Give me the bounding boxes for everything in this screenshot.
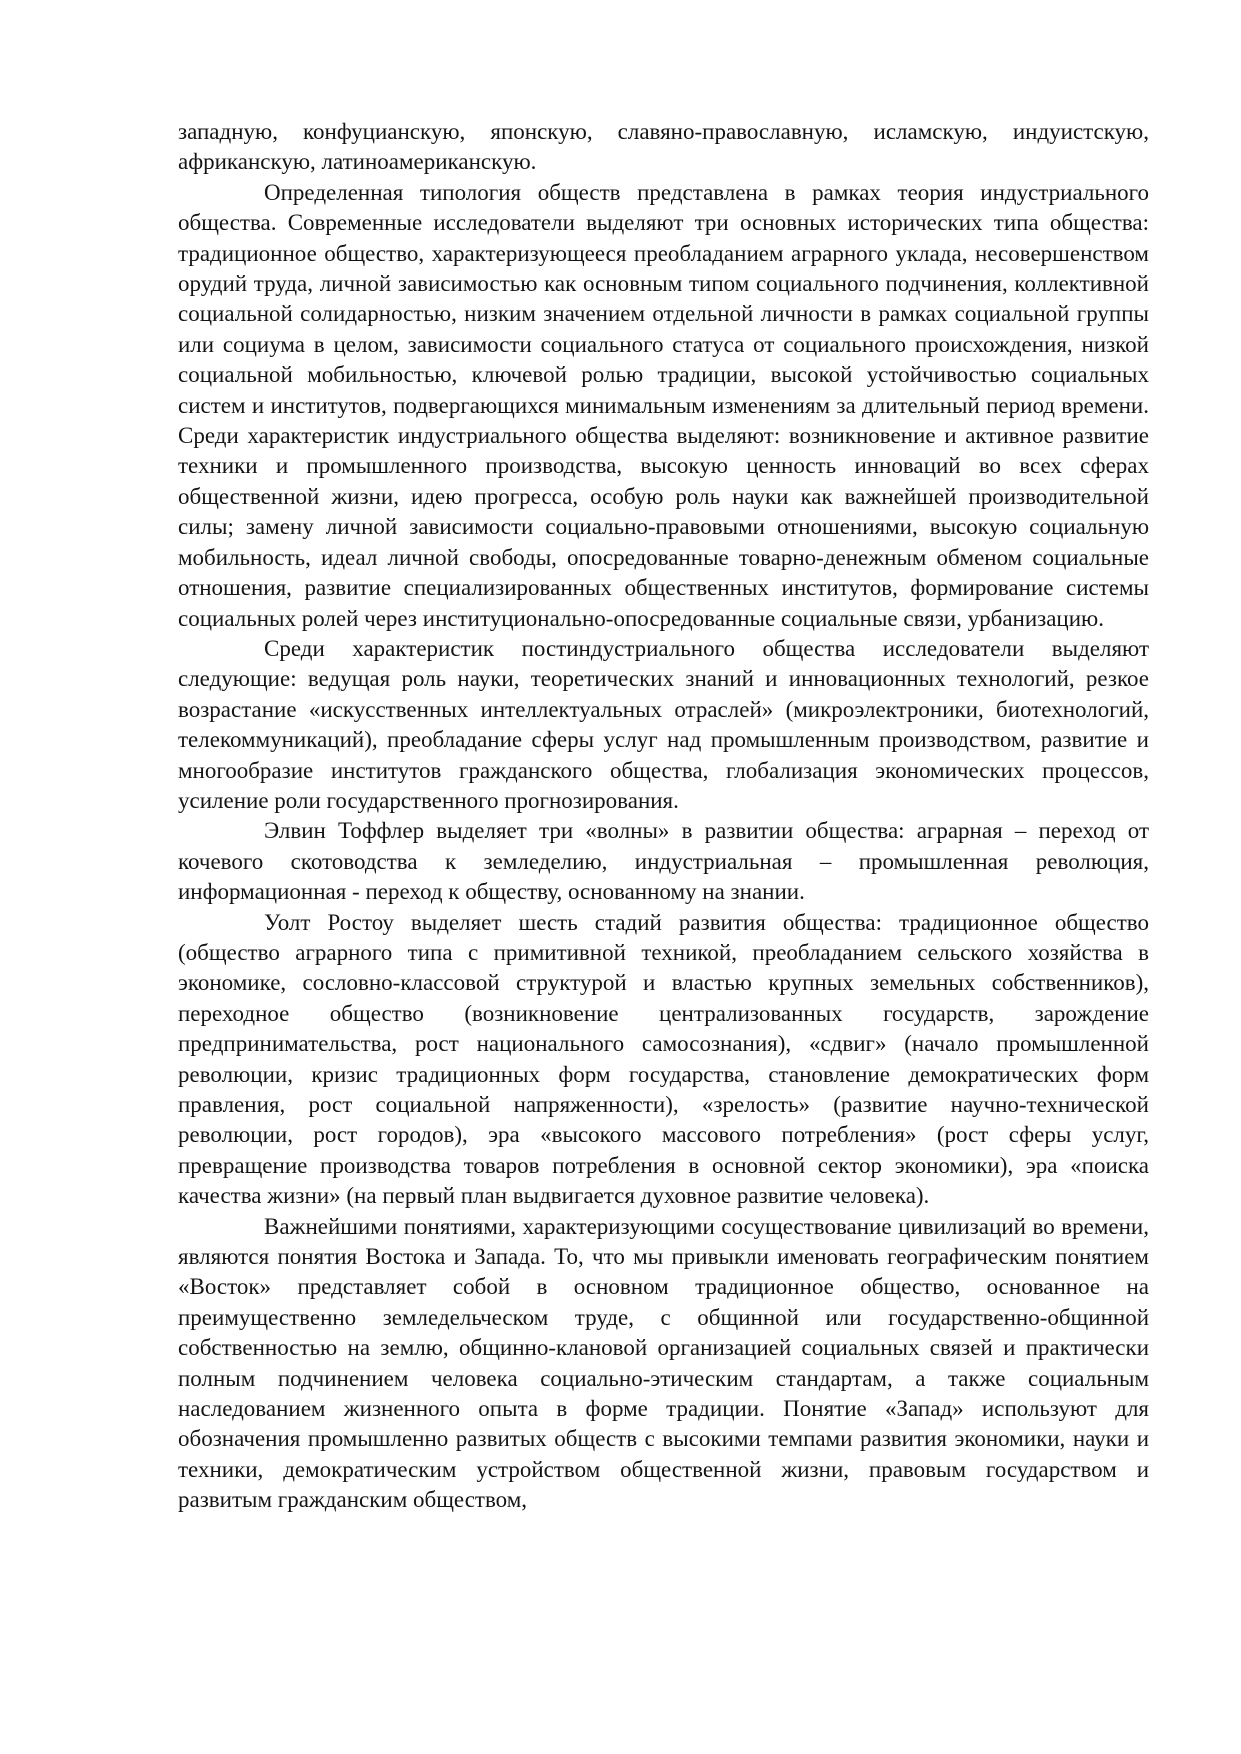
paragraph-east-west: Важнейшими понятиями, характеризующими сосуществование цивилизаций во времени, являются понятия Востока и Запада. То, что мы привыкли именовать географическим понятием «Восток» представляет собой в основном традиционное общество, основанное на преимущественно земледельческом труде, с общинной или государственно-общинной собственностью на землю, общинно-клановой организацией социальных связей и практически полным подчинением человека социально-этическим стандартам, а также социальным наследованием жизненного опыта в форме традиции. Понятие «Запад» используют для обозначения промышленно развитых обществ с высокими темпами развития экономики, науки и техники, демократическим устройством общественной жизни, правовым государством и развитым гражданским обществом, xyxy=(178,1213,1149,1513)
paragraph-continued: западную, конфуцианскую, японскую, славяно-православную, исламскую, индуистскую, африканскую, латиноамериканскую. xyxy=(178,119,1149,175)
paragraph-toffler-waves: Элвин Тоффлер выделяет три «волны» в развитии общества: аграрная – переход от кочевого скотоводства к земледелию, индустриальная – промышленная революция, информационная - переход к обществу, основанному на знании. xyxy=(178,818,1149,905)
paragraph-postindustrial-society: Среди характеристик постиндустриального общества исследователи выделяют следующие: ведущая роль науки, теоретических знаний и инновационных технологий, резкое возрастание «искусственных интеллектуальных отраслей» (микроэлектроники, биотехнологий, телекоммуникаций), преобладание сферы услуг над промышленным производством, развитие и многообразие институтов гражданского общества, глобализация экономических процессов, усиление роли государственного прогнозирования. xyxy=(178,635,1149,813)
body-text xyxy=(178,117,1149,1516)
paragraph-rostow-stages: Уолт Ростоу выделяет шесть стадий развития общества: традиционное общество (общество аграрного типа с примитивной техникой, преобладанием сельского хозяйства в экономике, сословно-классовой структурой и властью крупных земельных собственников), переходное общество (возникновение централизованных государств, зарождение предпринимательства, рост национального самосознания), «сдвиг» (начало промышленной революции, кризис традиционных форм государства, становление демократических форм правления, рост социальной напряженности), «зрелость» (развитие научно-технической революции, рост городов), эра «высокого массового потребления» (рост сферы услуг, превращение производства товаров потребления в основной сектор экономики), эра «поиска качества жизни» (на первый план выдвигается духовное развитие человека). xyxy=(178,909,1149,1209)
paragraph-industrial-society: Определенная типология обществ представлена в рамках теория индустриального общества. Современные исследователи выделяют три основных исторических типа общества: традиционное общество, характеризующееся преобладанием аграрного уклада, несовершенством орудий труда, личной зависимостью как основным типом социального подчинения, коллективной социальной солидарностью, низким значением отдельной личности в рамках социальной группы или социума в целом, зависимости социального статуса от социального происхождения, низкой социальной мобильностью, ключевой ролью традиции, высокой устойчивостью социальных систем и институтов, подвергающихся минимальным изменениям за длительный период времени. Среди характеристик индустриального общества выделяют: возникновение и активное развитие техники и промышленного производства, высокую ценность инноваций во всех сферах общественной жизни, идею прогресса, особую роль науки как важнейшей производительной силы; замену личной зависимости социально-правовыми отношениями, высокую социальную мобильность, идеал личной свободы, опосредованные товарно-денежным обменом социальные отношения, развитие специализированных общественных институтов, формирование системы социальных ролей через институционально-опосредованные социальные связи, урбанизацию. xyxy=(178,179,1149,631)
